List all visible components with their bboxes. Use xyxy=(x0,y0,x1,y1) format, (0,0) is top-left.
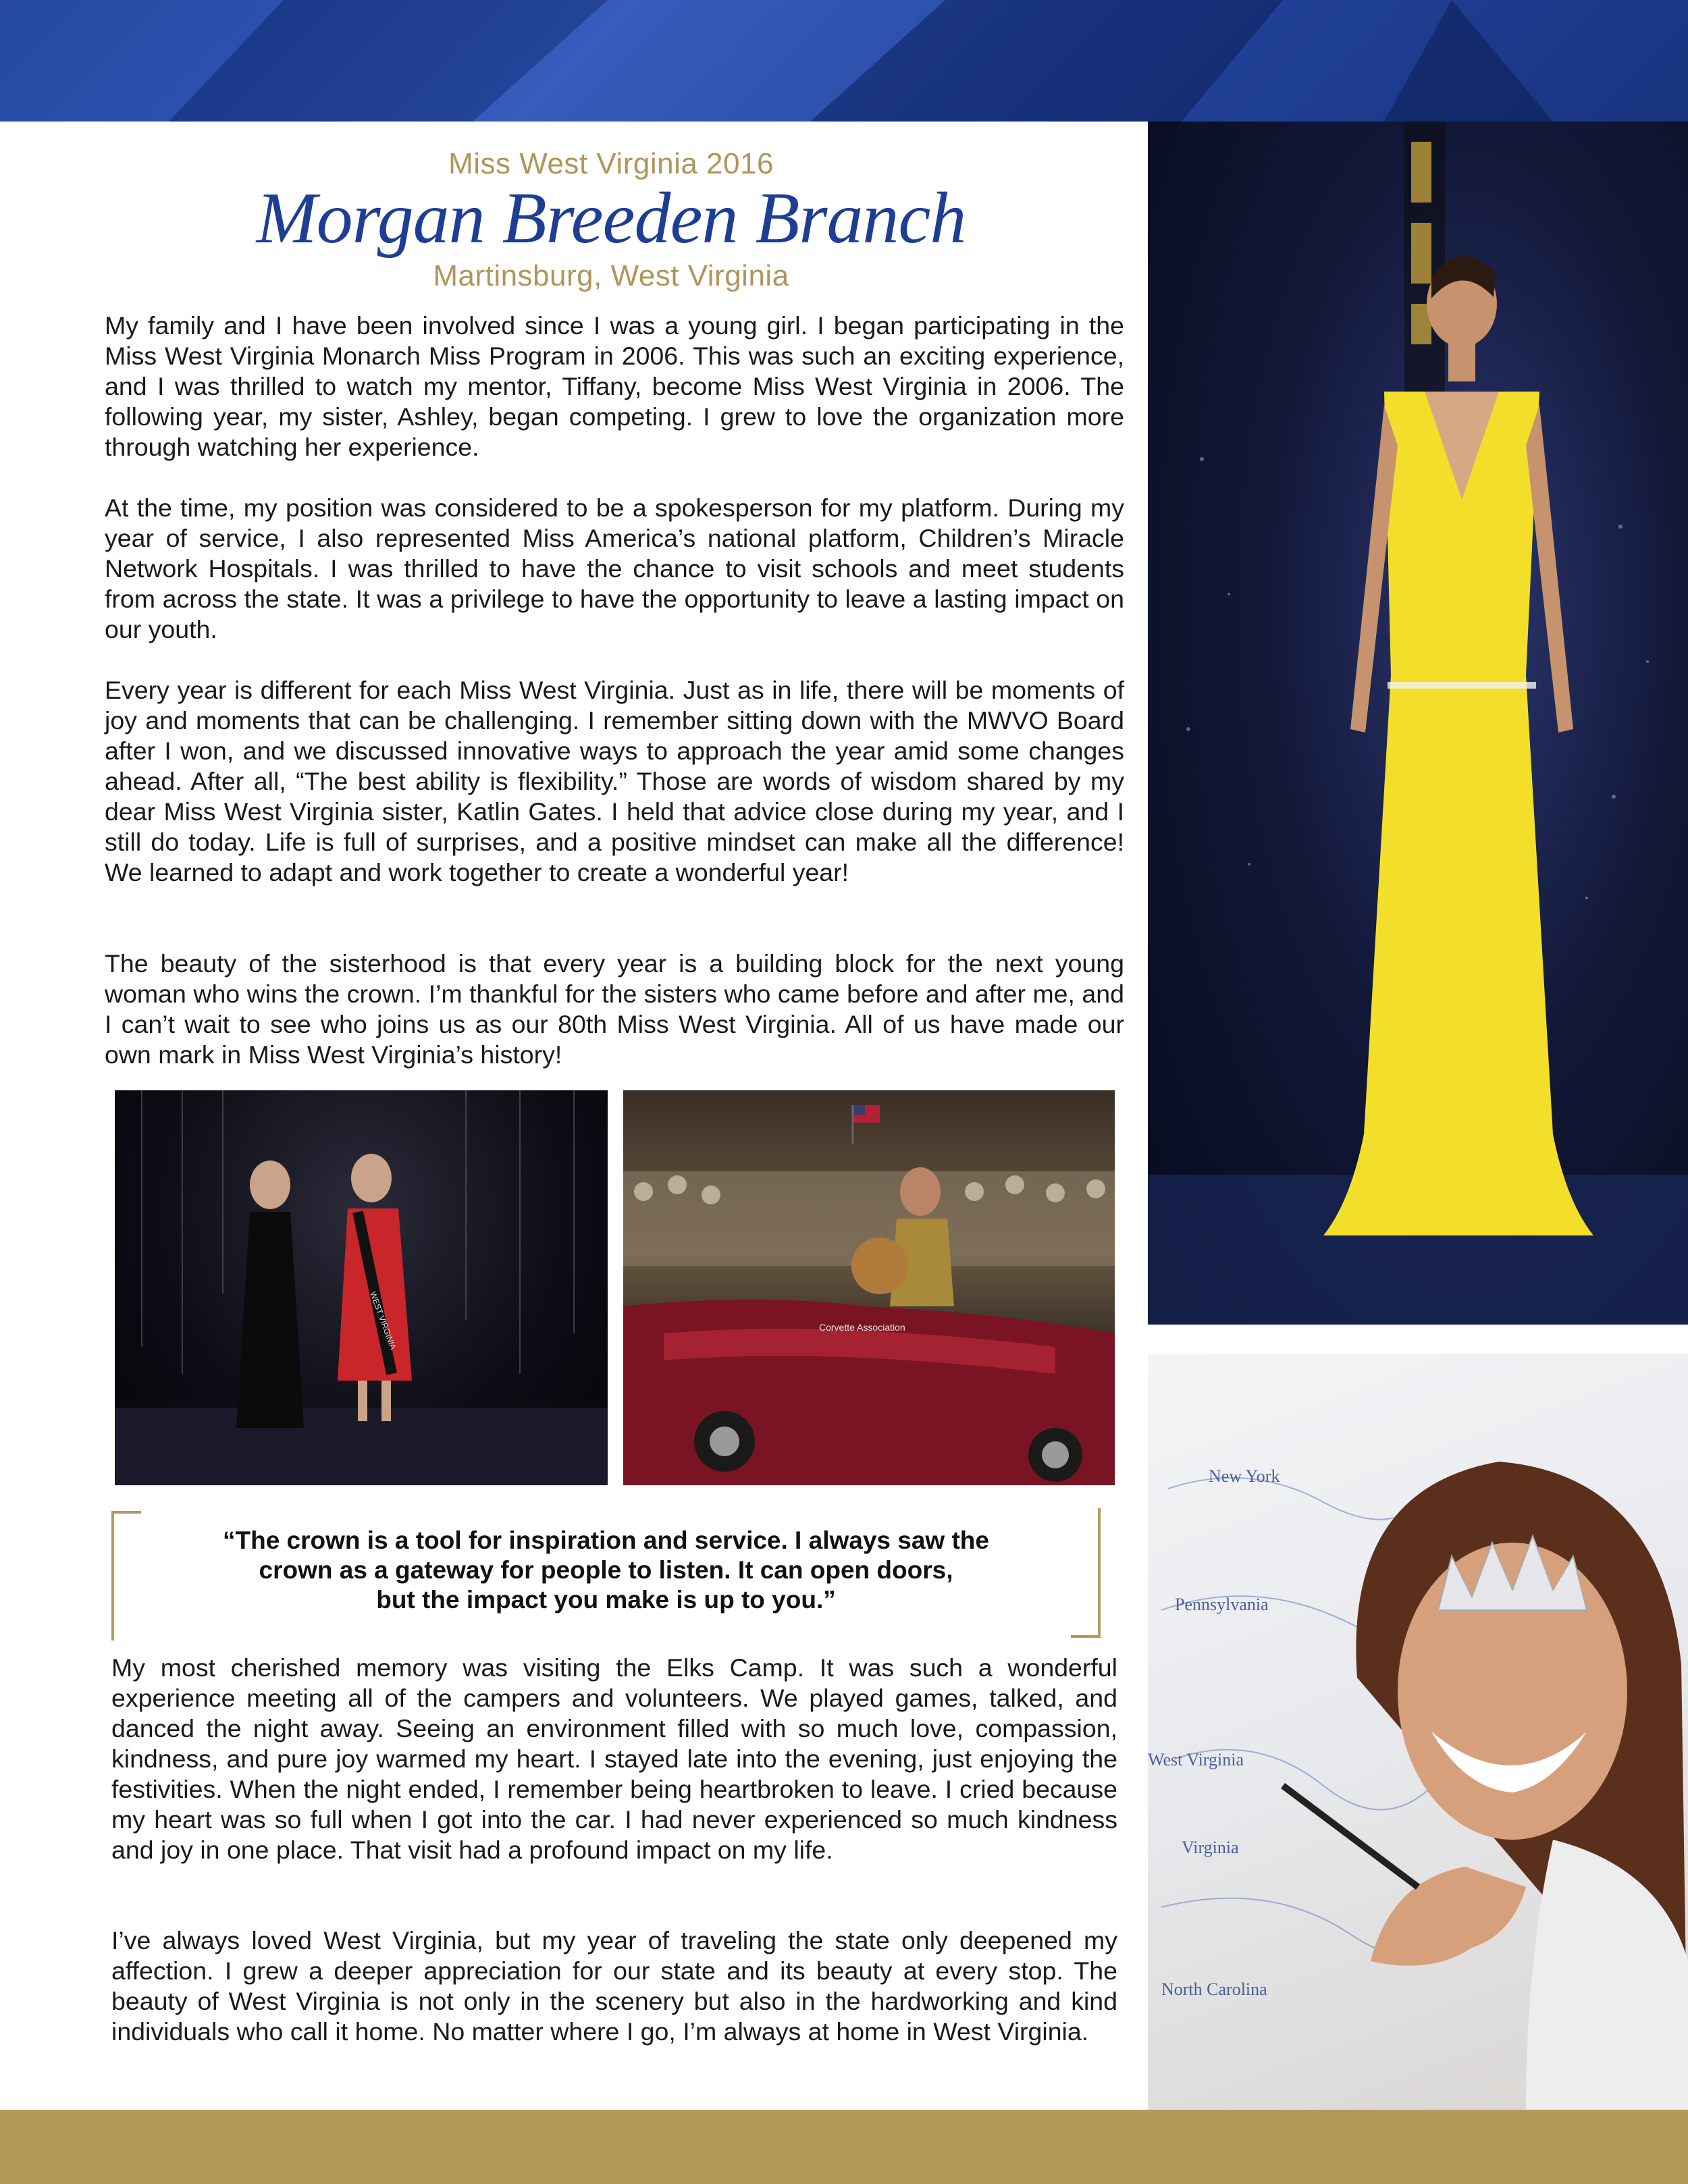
banner-pattern xyxy=(0,0,1688,122)
paragraph-1: My family and I have been involved since I was a young girl. I began participating in the Miss West Virginia Monarch Miss Program in 2006. This was such an exciting experience, and I was thrilled to watch my mentor, Tiffany, become Miss West Virginia in 2006. The following year, my sister, Ashley, began competing. I grew to love the organization more through watching her experience. xyxy=(105,311,1124,461)
map-label-pennsylvania: Pennsylvania xyxy=(1175,1595,1269,1614)
paragraph-4: The beauty of the sisterhood is that every year is a building block for the next young woman who wins the crown. I’m thankful for the sisters who came before and after me, and I can’t wait to see who joins us as our 80th Miss West Virginia. All of us have made our own mark in Miss West Virginia’s history! xyxy=(105,949,1124,1069)
photo-stage-crowning xyxy=(115,1090,608,1485)
map-label-new-york: New York xyxy=(1209,1466,1280,1486)
quote-bracket-top-left xyxy=(111,1511,141,1641)
sash-text: WEST VIRGINIA xyxy=(368,1290,398,1352)
pull-quote xyxy=(111,1511,1101,1638)
paragraph-2: At the time, my position was considered to be a spokesperson for my platform. During my year of service, I also represented Miss America’s national platform, Children’s Miracle Network Hospitals. I was thrilled to have the chance to visit schools and meet students from across the state. It was a privilege to have the opportunity to leave a lasting impact on our youth. xyxy=(105,494,1124,643)
bottom-band xyxy=(0,2110,1688,2184)
map-label-west-virginia: West Virginia xyxy=(1148,1750,1244,1769)
photo-yellow-gown xyxy=(1148,122,1688,1325)
stage-illustration xyxy=(115,1090,608,1485)
quote-line-2: crown as a gateway for people to listen. It can open doors, xyxy=(259,1556,953,1584)
quote-bracket-bottom-right xyxy=(1071,1508,1101,1638)
quote-line-1: “The crown is a tool for inspiration and service. I always saw the xyxy=(223,1526,989,1554)
quote-line-3: but the impact you make is up to you.” xyxy=(376,1586,836,1614)
quote-text xyxy=(152,1526,1060,1615)
parade-illustration xyxy=(623,1090,1115,1485)
map-label-north-carolina: North Carolina xyxy=(1161,1979,1267,1999)
map-label-virginia: Virginia xyxy=(1182,1838,1239,1857)
paragraph-3: Every year is different for each Miss West Virginia. Just as in life, there will be moments of joy and moments that can be challenging. I remember sitting down with the MWVO Board after I won, and we discussed innovative ways to approach the year amid some changes ahead. After all, “The best ability is flexibility.” Those are words of wisdom shared by my dear Miss West Virginia sister, Katlin Gates. I held that advice close during my year, and I still do today. Life is full of surprises, and a positive mindset can make all the difference! We learned to adapt and work together to create a wonderful year! xyxy=(105,676,1124,886)
parade-sign-text: Corvette Association xyxy=(819,1322,905,1333)
photo-crown-map xyxy=(1148,1354,1688,2110)
hometown: Martinsburg, West Virginia xyxy=(433,259,789,292)
paragraph-6: I’ve always loved West Virginia, but my year of traveling the state only deepened my affection. I grew a deeper appreciation for our state and its beauty at every stop. The beauty of West Virginia is not only in the scenery but also in the hardworking and kind individuals who call it home. No matter where I go, I’m always at home in West Virginia. xyxy=(111,1926,1117,2046)
page-title-year: Miss West Virginia 2016 xyxy=(448,147,774,180)
top-banner xyxy=(0,0,1688,122)
page-title-name: Morgan Breeden Branch xyxy=(256,178,966,259)
crown-map-illustration xyxy=(1148,1354,1688,2110)
paragraph-5: My most cherished memory was visiting the Elks Camp. It was such a wonderful experience meeting all of the campers and volunteers. We played games, talked, and danced the night away. Seeing an environment filled with so much love, compassion, kindness, and pure joy warmed my heart. I stayed late into the evening, just enjoying the festivities. When the night ended, I remember being heartbroken to leave. I cried because my heart was so full when I got into the car. I had never experienced so much kindness and joy in one place. That visit had a profound impact on my life. xyxy=(111,1653,1117,1864)
gown-illustration xyxy=(1148,122,1688,1325)
photo-parade xyxy=(623,1090,1115,1485)
